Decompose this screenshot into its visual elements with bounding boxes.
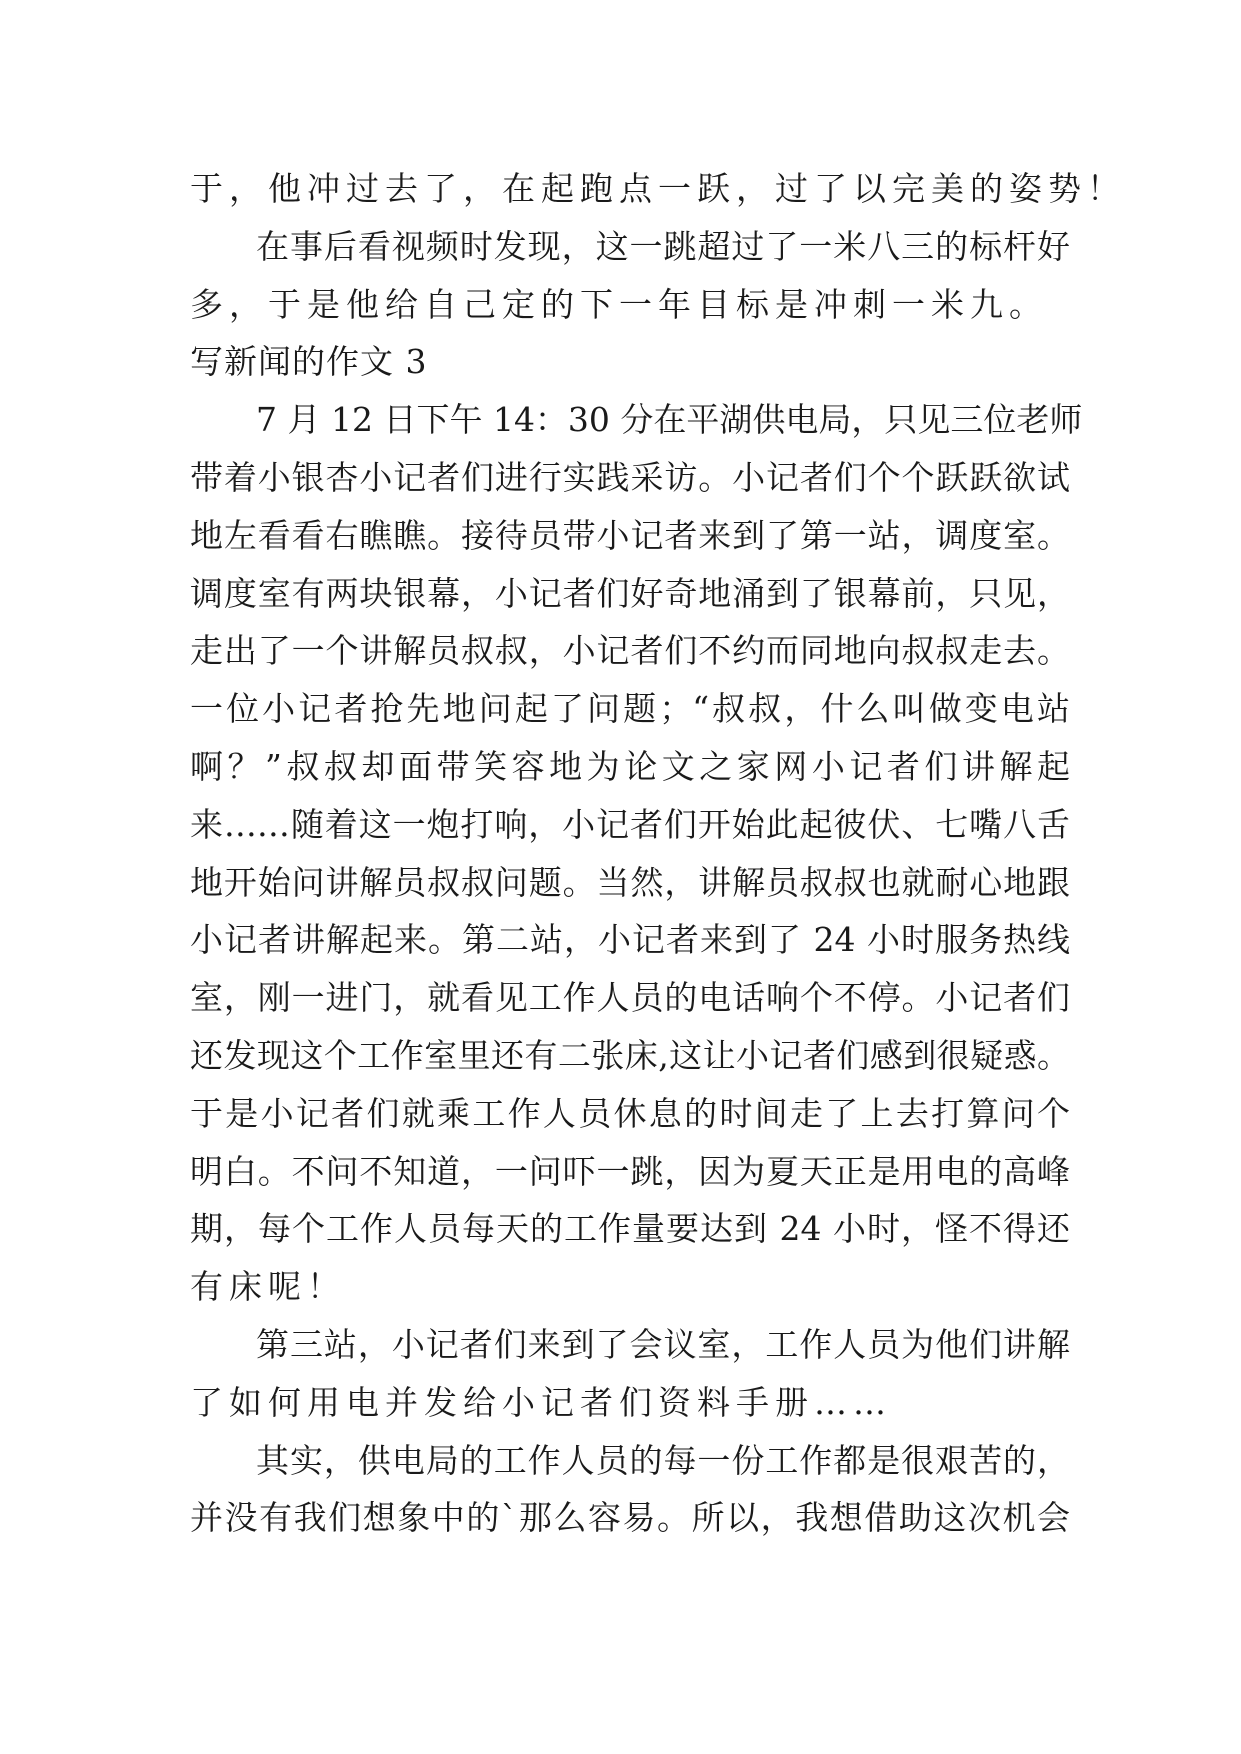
- paragraph-line: 第三站，小记者们来到了会议室，工作人员为他们讲解: [256, 1324, 1070, 1364]
- paragraph-line: 7 月 12 日下午 14：30 分在平湖供电局，只见三位老师: [256, 400, 1083, 440]
- paragraph-line: 了如何用电并发给小记者们资料手册……: [190, 1382, 892, 1422]
- paragraph-line: 走出了一个讲解员叔叔，小记者们不约而同地向叔叔走去。: [190, 631, 1070, 671]
- paragraph-line: 小记者讲解起来。第二站，小记者来到了 24 小时服务热线: [190, 920, 1070, 960]
- paragraph-line: 并没有我们想象中的`那么容易。所以，我想借助这次机会: [190, 1498, 1070, 1538]
- paragraph-line: 于是小记者们就乘工作人员休息的时间走了上去打算问个: [190, 1093, 1070, 1133]
- paragraph-line: 还发现这个工作室里还有二张床,这让小记者们感到很疑惑。: [190, 1035, 1070, 1075]
- paragraph-line: 有床呢！: [190, 1267, 346, 1307]
- paragraph-line: 多，于是他给自己定的下一年目标是冲刺一米九。: [190, 284, 1048, 324]
- document-body: [190, 160, 1126, 1547]
- paragraph-line: 室，刚一进门，就看见工作人员的电话响个不停。小记者们: [190, 978, 1070, 1018]
- paragraph-line: 带着小银杏小记者们进行实践采访。小记者们个个跃跃欲试: [190, 457, 1070, 497]
- paragraph-line: 一位小记者抢先地问起了问题；“叔叔，什么叫做变电站: [190, 689, 1070, 729]
- paragraph-line: 其实，供电局的工作人员的每一份工作都是很艰苦的，: [256, 1440, 1070, 1480]
- section-heading: 写新闻的作文 3: [190, 342, 428, 382]
- paragraph-line: 来……随着这一炮打响，小记者们开始此起彼伏、七嘴八舌: [190, 804, 1070, 844]
- paragraph-line: 地开始问讲解员叔叔问题。当然，讲解员叔叔也就耐心地跟: [190, 862, 1070, 902]
- paragraph-line: 啊？”叔叔却面带笑容地为论文之家网小记者们讲解起: [190, 746, 1070, 786]
- paragraph-line: 明白。不问不知道，一问吓一跳，因为夏天正是用电的高峰: [190, 1151, 1070, 1191]
- paragraph-line: 于，他冲过去了，在起跑点一跃，过了以完美的姿势！: [190, 169, 1126, 208]
- paragraph-line: 地左看看右瞧瞧。接待员带小记者来到了第一站，调度室。: [190, 515, 1070, 555]
- paragraph-line: 期，每个工作人员每天的工作量要达到 24 小时，怪不得还: [190, 1209, 1070, 1249]
- paragraph-line: 调度室有两块银幕，小记者们好奇地涌到了银幕前，只见，: [190, 573, 1070, 613]
- paragraph-line: 在事后看视频时发现，这一跳超过了一米八三的标杆好: [256, 226, 1070, 266]
